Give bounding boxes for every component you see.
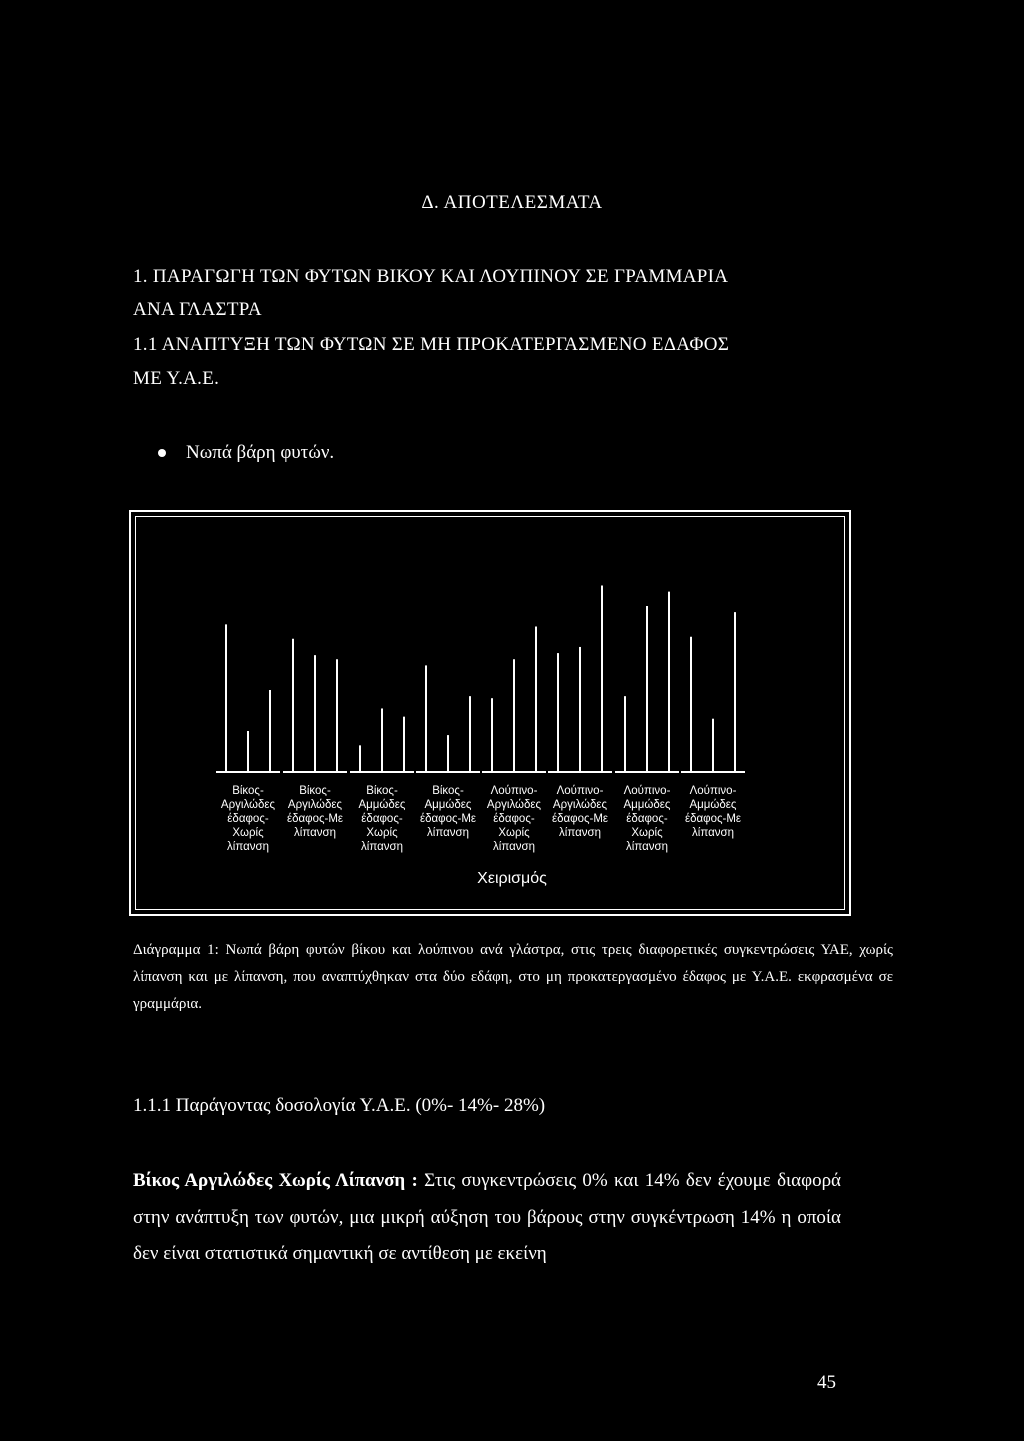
category-label: Βίκος- Αργιλώδες έδαφος- Χωρίς λίπανση <box>220 785 276 853</box>
category-label: Λούπινο- Αμμώδες έδαφος- Χωρίς λίπανση <box>623 785 671 853</box>
category-label: Λούπινο- Αργιλώδες έδαφος- Χωρίς λίπανση <box>486 785 542 853</box>
heading-1-line1: 1. ΠΑΡΑΓΩΓΗ ΤΩΝ ΦΥΤΩΝ ΒΙΚΟΥ ΚΑΙ ΛΟΥΠΙΝΟΥ ΣΕ ΓΡΑΜΜΑΡΙΑ <box>133 266 729 287</box>
page-number: 45 <box>817 1372 836 1393</box>
heading-1-1-line1: 1.1 ΑΝΑΠΤΥΞΗ ΤΩΝ ΦΥΤΩΝ ΣΕ ΜΗ ΠΡΟΚΑΤΕΡΓΑΣΜΕΝΟ ΕΔΑΦΟΣ <box>133 334 730 355</box>
body-paragraph <box>133 1163 841 1273</box>
category-label: Λούπινο- Αργιλώδες έδαφος-Με λίπανση <box>551 785 609 839</box>
body-bold-lead: Βίκος Αργιλώδες Χωρίς Λίπανση : <box>133 1170 418 1191</box>
heading-1-line2: ΑΝΑ ΓΛΑΣΤΡΑ <box>133 299 262 320</box>
category-label: Βίκος- Αμμώδες έδαφος-Με λίπανση <box>419 785 477 839</box>
subheading: 1.1.1 Παράγοντας δοσολογία Υ.Α.Ε. (0%- 14%- 28%) <box>133 1095 546 1116</box>
figure-caption: Διάγραμμα 1: Νωπά βάρη φυτών βίκου και λούπινου ανά γλάστρα, στις τρεις διαφορετικές συγκεντρώσεις ΥΑΕ, χωρίς λίπανση και με λίπανση, που αναπτύχθηκαν στα δύο εδάφη, στο μη προκατεργασμένο έδαφος με Υ.Α.Ε. εκφρασμένα σε γραμμάρια. <box>133 942 893 1012</box>
category-label: Βίκος- Αργιλώδες έδαφος-Με λίπανση <box>286 785 344 839</box>
heading-1-1-line2: ΜΕ Υ.Α.Ε. <box>133 368 220 389</box>
body-text: Στις συγκεντρώσεις 0% και 14% δεν έχουμε διαφορά στην ανάπτυξη των φυτών, μια μικρή αύξηση του βάρους στην συγκέντρωση 14% η οποία δεν είναι στατιστικά σημαντική σε αντίθεση με εκείνη <box>133 1170 841 1264</box>
section-title: Δ. ΑΠΟΤΕΛΕΣΜΑΤΑ <box>421 192 603 213</box>
x-axis-label: Χειρισμός <box>477 870 547 887</box>
category-label: Λούπινο- Αμμώδες έδαφος-Με λίπανση <box>684 785 742 839</box>
category-label: Βίκος- Αμμώδες έδαφος- Χωρίς λίπανση <box>358 785 406 853</box>
bullet-text: Νωπά βάρη φυτών. <box>186 442 335 463</box>
